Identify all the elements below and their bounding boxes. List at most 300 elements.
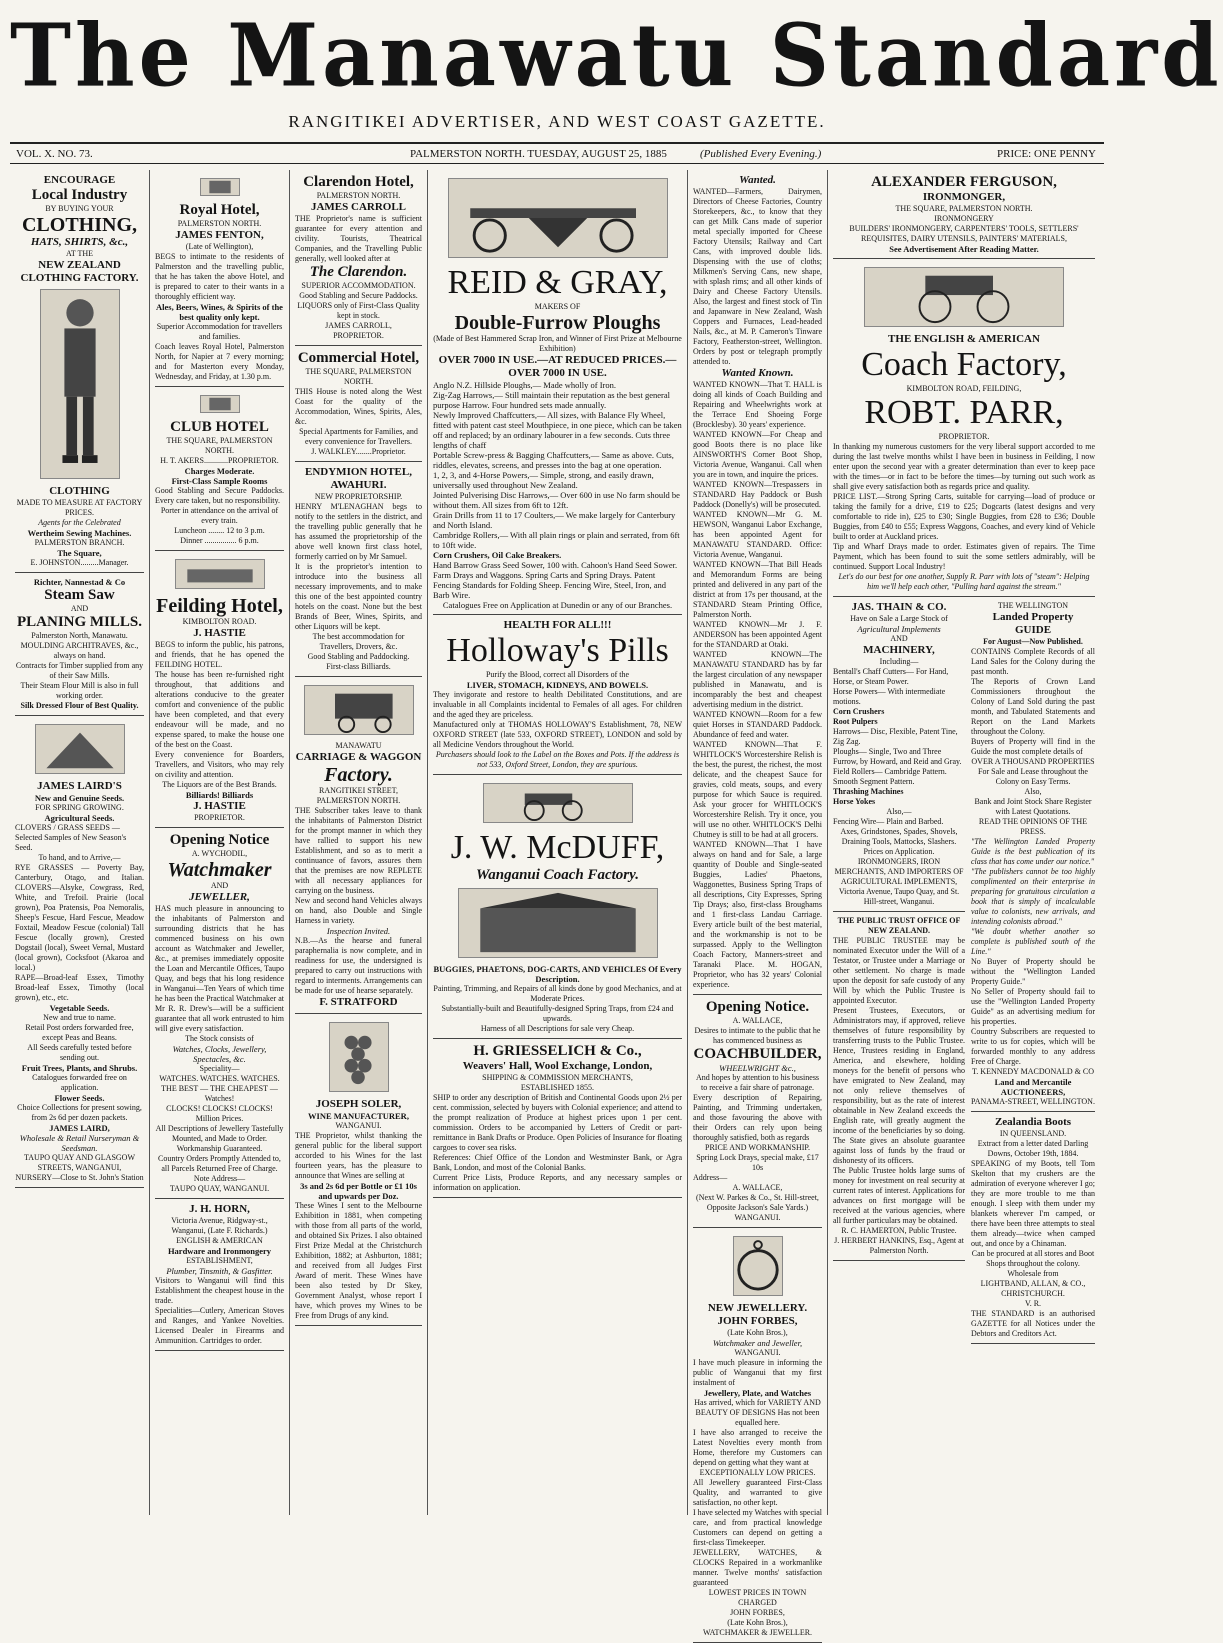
ad-text: The Liquors are of the Best Brands. — [162, 780, 277, 789]
ad-text: JOHN FORBES, — [730, 1608, 785, 1617]
ad-text: The Square, — [57, 548, 102, 558]
ad-text: New and second hand Vehicles always on hand, also Double and Single Harness in variety. — [295, 896, 422, 925]
ad-heading: JOHN FORBES, — [717, 1315, 798, 1327]
ad-text: Hardware and Ironmongery — [167, 1246, 272, 1256]
ad-heading: CLOTHING — [49, 485, 110, 497]
ad-text: Painting, Trimming, and Repairs of all kinds done by good Mechanics, and at Moderate Prices. — [433, 984, 682, 1003]
ad-text: Visitors to Wanganui will find this Establishment the cheapest house in the trade. — [155, 1276, 284, 1305]
ad-text: Country Subscribers are requested to write to us for copies, which will be forwarded monthly to any address Free of Charge. — [971, 1027, 1095, 1066]
ad-text: Agricultural Seeds. — [44, 813, 115, 823]
ad-text: Harness of all Descriptions for sale very Cheap. — [480, 1024, 635, 1033]
ad-heading: JOSEPH SOLER, — [315, 1098, 402, 1110]
ad-text: SUPERIOR ACCOMMODATION. — [301, 281, 416, 290]
ad-text: Watchmaker and Jeweller, — [712, 1338, 803, 1348]
ad-heading: ENDYMION HOTEL, AWAHURI. — [305, 466, 412, 491]
ad-heading: H. GRIESSELICH & Co., — [473, 1043, 642, 1059]
ad-heading: NEW JEWELLERY. — [707, 1302, 808, 1314]
ad-text: "The publishers cannot be too highly complimented on their enterprise in preparing for gratuitous circulation a book that is simply of incalculable value to colonists, new arrivals, and intending colonists abroad." — [971, 867, 1095, 926]
coach-factory-ad — [833, 263, 1095, 597]
ad-text: SHIPPING & COMMISSION MERCHANTS, — [482, 1073, 633, 1082]
ad-text: 3s and 2s 6d per Bottle or £1 10s and upwards per Doz. — [300, 1181, 417, 1201]
ad-text: Country Orders Promptly Attended to, all Parcels Returned Free of Charge. — [158, 1154, 281, 1173]
ad-heading: HEALTH FOR ALL!!! — [503, 619, 612, 631]
ad-heading: Commercial Hotel, — [297, 350, 420, 366]
ad-text: LIQUORS only of First-Class Quality kept in stock. — [297, 301, 420, 320]
ad-heading: Clarendon Hotel, — [303, 174, 414, 190]
ad-text: PALMERSTON BRANCH. — [34, 538, 125, 547]
ad-heading: PLANING MILLS. — [16, 614, 143, 630]
column-2 — [150, 170, 290, 1515]
ad-text: R. C. HAMERTON, Public Trustee. — [841, 1226, 957, 1235]
ad-text: PANAMA-STREET, WELLINGTON. — [971, 1097, 1095, 1106]
ad-text: E. JOHNSTON.........Manager. — [30, 558, 129, 567]
classified-item: WANTED KNOWN—Mr G. M. HEWSON, Wanganui Labor Exchange, has been appointed Agent for MANAWATU STANDARD. Office: Victoria Avenue, Wanganui. — [693, 510, 822, 559]
ad-text: THIS House is noted along the West Coast for the quality of the Accommodation, Wines, Spirits, Ales, &c. — [295, 387, 422, 426]
endymion-hotel-ad — [295, 466, 422, 677]
ad-text: Catalogues Free on Application at Dunedin or any of our Branches. — [442, 600, 673, 610]
ad-text: BY BUYING YOUR — [45, 204, 114, 213]
ad-heading: J. W. McDUFF, — [450, 829, 665, 866]
ad-text: BUILDERS' IRONMONGERY, CARPENTERS' TOOLS, SETTLERS' REQUISITES, DAIRY UTENSILS, PAINTERS' MATERIALS, — [849, 224, 1079, 243]
ad-text: Address— — [693, 1173, 728, 1182]
ad-text: Fencing Wire— Plain and Barbed. — [833, 817, 944, 826]
ad-text: IRONMONGERS, IRON MERCHANTS, AND IMPORTERS OF — [834, 857, 964, 876]
ad-text: Anglo N.Z. Hillside Ploughs,— Made wholly of Iron. — [433, 380, 616, 390]
ad-text: Prices on Application. — [863, 847, 935, 856]
ad-text: 1, 2, 3, and 4-Horse Powers,— Simple, strong, and easily drawn, universally used throughout New Zealand. — [433, 470, 654, 490]
ad-text: AT THE — [65, 249, 94, 258]
ad-text: A. WALLACE, — [732, 1183, 783, 1192]
ad-text: RYE GRASSES — Poverty Bay, Canterbury, Otago, and Italian. CLOVERS—Alsyke, Cowgrass, Red, White, and Trefoil. Prairie (local grown), Poa Pratensis, Poa Nemoralis, Sheep's Fescue, Hard Fescue, Meadow Foxtail, Meadow Fescue (colonial) Tall Fescue (locally grown), Crested Dogstail (local), Sweet Vernal, Mustard (local grown), Cocksfoot (Akaroa and local.) — [15, 863, 144, 972]
publication-frequency: (Published Every Evening.) — [700, 148, 822, 160]
ad-text: JAMES CARROLL, — [325, 321, 392, 330]
classified-item: WANTED KNOWN—That T. HALL is doing all kinds of Coach Building and Repairing and Wheelwrights work at the Terrace End Shoeing Forge (Brocklesby). 30 years' experience. — [693, 380, 822, 429]
ad-text: CLOVERS / GRASS SEEDS — Selected Samples of New Season's Seed. — [15, 823, 127, 852]
ad-text: LIVER, STOMACH, KIDNEYS, AND BOWELS. — [466, 680, 649, 690]
ad-text: CONTAINS Complete Records of all Land Sales for the Colony during the past month. — [971, 647, 1095, 676]
ad-heading: Coach Factory, — [861, 346, 1067, 383]
ad-text: Contracts for Timber supplied from any of their Saw Mills. — [15, 661, 144, 680]
column-1 — [10, 170, 150, 1515]
ad-text: THE SQUARE, PALMERSTON NORTH. — [895, 204, 1033, 213]
ad-text: Hand Barrow Grass Seed Sower, 100 with. Cahoon's Hand Seed Sower. Farm Drays and Waggons. Spring Carts and Spring Drays. Patent Fencing Standards for Folding Sheep. Fencing Wire, Steel, Iron, and Barb Wire. — [433, 560, 678, 600]
ad-heading: COACHBUILDER, — [693, 1046, 822, 1062]
holloway-ad — [433, 619, 682, 775]
ad-text: "We doubt whether another so complete is published south of the Line." — [971, 927, 1095, 956]
ad-text: AND — [890, 634, 908, 643]
ad-text: (Late of Wellington), — [185, 242, 254, 251]
ad-text: Horse Yokes — [833, 797, 876, 806]
hearse-illustration — [304, 685, 414, 735]
ad-text: Portable Screw-press & Bagging Chaffcutters,— Same as above. Cuts, riddles, elevates, screens, and presses into the bag at one operation. — [433, 450, 674, 470]
ad-text: WANGANUI. — [734, 1348, 781, 1357]
ad-text: Workmanship Guaranteed. — [176, 1144, 263, 1153]
ad-heading: Opening Notice — [169, 832, 270, 848]
ad-text: LIGHTBAND, ALLAN, & CO., CHRISTCHURCH. — [980, 1279, 1086, 1298]
ad-text: Harrows— Disc, Flexible, Patent Tine, Zig Zag. — [833, 727, 958, 746]
ad-text: FOR SPRING GROWING. — [35, 803, 124, 812]
ad-text: OVER 7000 IN USE.—AT REDUCED PRICES.—OVER 7000 IN USE. — [438, 354, 677, 379]
ad-text: All Descriptions of Jewellery Tastefully Mounted, and Made to Order. — [155, 1124, 284, 1143]
ad-text: Billiards! Billiards — [185, 790, 254, 800]
ad-text: Buyers of Property will find in the Guide the most complete details of — [971, 737, 1095, 756]
newspaper-title: The Manawatu Standard — [10, 5, 1223, 107]
ad-text: PALMERSTON NORTH. — [316, 191, 401, 200]
ad-text: LOWEST PRICES IN TOWN CHARGED — [708, 1588, 807, 1607]
ad-text: Note Address— — [193, 1174, 246, 1183]
ad-text: Victoria Avenue, Taupo Quay, and St. Hill-street, Wanganui. — [838, 887, 960, 906]
ad-text: See Advertisement After Reading Matter. — [889, 244, 1039, 254]
grapes-illustration — [329, 1022, 389, 1092]
ad-text: V. R. — [1024, 1299, 1042, 1308]
ad-heading: GUIDE — [1014, 624, 1052, 636]
ad-text: Watches, Clocks, Jewellery, Spectacles, &c. — [172, 1044, 267, 1064]
ad-heading: Double-Furrow Ploughs — [454, 312, 661, 334]
ad-text: The house has been re-furnished right throughout, that additions and alterations conducive to the greater comfort and convenience of the public have been completed, and that every endeavour will be made, and no expense spared, to make the house one of the best on the Coast. — [155, 670, 284, 749]
column-4 — [428, 170, 688, 1515]
newspaper-subtitle: RANGITIKEI ADVERTISER, AND WEST COAST GAZETTE. — [288, 112, 826, 131]
ad-heading: Factory. — [324, 764, 393, 786]
classified-item: WANTED KNOWN—The MANAWATU STANDARD has by far the largest circulation of any newspaper published in Manawatu, and is incomparably the best and cheapest advertising medium in the district. — [693, 650, 822, 709]
club-hotel-ad — [155, 391, 284, 551]
ad-text: Good Stabling and Paddocking. — [307, 652, 410, 661]
ad-text: Zig-Zag Harrows,— Still maintain their reputation as the best general purpose Harrow. Four hundred sets made annually. — [433, 390, 670, 410]
ad-text: Good Stabling and Secure Paddocks. Every care taken, but no responsibility. — [155, 486, 284, 505]
ad-text: WHEELWRIGHT &c., — [719, 1063, 796, 1073]
crest-illustration — [200, 395, 240, 413]
ad-text: ESTABLISHMENT, — [186, 1256, 253, 1265]
ad-text: (Next W. Parkes & Co., St. Hill-street, Opposite Jackson's Sale Yards.) — [696, 1193, 819, 1212]
ad-text: (Late Kohn Bros.), — [727, 1328, 788, 1337]
ferguson-ad — [833, 174, 1095, 259]
ad-heading: JAS. THAIN & CO. — [851, 601, 947, 613]
sawmill-ad — [15, 577, 144, 716]
ad-text: CLOCKS! CLOCKS! CLOCKS! Million Prices. — [166, 1104, 273, 1123]
ad-text: NEW ZEALAND — [38, 259, 121, 271]
ad-text: First-Class Sample Rooms — [171, 476, 268, 486]
col6-right — [971, 601, 1095, 1348]
ad-text: "The Wellington Landed Property Guide is the best publication of its class that has come under our notice." — [971, 837, 1095, 866]
ad-text: IRONMONGERY — [934, 214, 994, 223]
ad-heading: The Clarendon. — [309, 264, 408, 280]
ad-text: Charges Moderate. — [184, 466, 255, 476]
ad-text: SHIP to order any description of British and Continental Goods upon 2½ per cent. commission, selected by buyers with Colonial experience; and attend to the prompt realization of Produce at highest prices upon 1 per cent. commission. Orders to be accompanied by Letters of Credit or part-remittance in Bank Drafts or Produce. Open Policies of Insurance for floating cargoes to cover sea risks. — [433, 1093, 682, 1152]
ad-text: ESTABLISHED 1855. — [520, 1083, 595, 1092]
ad-text: (Late Kohn Bros.), — [727, 1618, 788, 1627]
ad-text: MAKERS OF — [534, 302, 581, 311]
ad-text: MANAWATU — [335, 741, 382, 750]
ad-text: Ploughs— Single, Two and Three Furrow, by Howard, and Reid and Gray. — [833, 747, 962, 766]
ad-text: THE BEST — THE CHEAPEST — Watches! — [161, 1084, 278, 1103]
ad-text: I have much pleasure in informing the public of Wanganui that my first instalment of — [693, 1358, 822, 1387]
plough-illustration — [448, 178, 668, 258]
ad-text: KIMBOLTON ROAD. — [182, 617, 257, 626]
ad-text: TAUPO QUAY AND GLASGOW STREETS, WANGANUI, — [24, 1153, 135, 1172]
ad-text: Land and Mercantile — [994, 1077, 1072, 1087]
ad-text: A. WYCHODIL, — [191, 849, 248, 858]
ad-text: The Public Trustee holds large sums of money for investment on real security at current rates of interest. Applications for advances on first mortgage will be received at the various agencies, where all further particulars may be obtained. — [833, 1166, 965, 1225]
price: PRICE: ONE PENNY — [996, 148, 1096, 160]
ad-text: TAUPO QUAY, WANGANUI. — [169, 1184, 270, 1193]
ad-text: Porter in attendance on the arrival of every train. — [160, 506, 279, 525]
carriage-factory-ad — [295, 681, 422, 1014]
volume-number: VOL. X. NO. 73. — [16, 148, 93, 160]
ad-text: These Wines I sent to the Melbourne Exhibition in 1881, when competing with those from all parts of the world, and obtained Six Prizes. I also obtained First Prize Medal at the Christchurch Exhibition, 1882; at Ashburton, 1881; and received from all Judges First Award of merit. These Wines have been also tested by Dr Skey, Government Analyst, whose report I have, which proves my Wines to be Free from Drugs of any kind. — [295, 1201, 422, 1320]
ad-text: Current Price Lists, Produce Reports, and any necessary samples or information on application. — [433, 1173, 682, 1192]
ad-text: I have also arranged to receive the Latest Novelties every month from Home, therefore my Customers can depend on getting what they want at — [693, 1428, 822, 1467]
ad-text: AUCTIONEERS, — [1000, 1087, 1066, 1097]
ad-text: No Buyer of Property should be without the "Wellington Landed Property Guide." — [971, 957, 1095, 986]
ad-heading: J. HASTIE — [193, 627, 246, 639]
ad-text: References: Chief Office of the London and Westminster Bank, or Agra Bank, London, and most of the Colonial Banks. — [433, 1153, 682, 1172]
dateline — [10, 142, 1104, 164]
landed-property-ad — [971, 601, 1095, 1112]
ad-text: Newly Improved Chaffcutters,— All sizes, with Balance Fly Wheel, fitted with patent cast steel Mouthpiece, in one piece, which can be taken off and replaced; by an ordinary labourer in a few seconds. Cuts three lengths of chaff — [433, 410, 682, 450]
ad-text: EXCEPTIONALLY LOW PRICES. — [699, 1468, 816, 1477]
classified-item: WANTED KNOWN—Trespassers in STANDARD Hay Paddock or Bush Paddock (Donelly's) will be prosecuted. — [693, 480, 822, 509]
ad-text: Speciality— — [199, 1064, 240, 1073]
ad-text: Manufactured only at THOMAS HOLLOWAY'S Establishment, 78, NEW OXFORD STREET (late 533, OXFORD STREET), LONDON and sold by all Medicine Vendors throughout the World. — [433, 720, 682, 749]
ad-text: New and true to name. — [43, 1013, 116, 1022]
ad-text: AND — [210, 881, 229, 890]
ad-text: Substantially-built and Beautifully-designed Spring Traps, from £24 and upwards. — [441, 1004, 674, 1023]
ad-text: (Made of Best Hammered Scrap Iron, and Winner of First Prize at Melbourne Exhibition) — [433, 334, 682, 353]
ad-heading: THE PUBLIC TRUST OFFICE OF NEW ZEALAND. — [837, 916, 961, 935]
ad-text: ENCOURAGE — [43, 174, 116, 186]
ad-text: Thrashing Machines — [833, 787, 904, 796]
ad-text: A. WALLACE, — [732, 1016, 783, 1025]
ad-text: PALMERSTON NORTH. — [177, 219, 262, 228]
ad-text: PROPRIETOR. — [938, 432, 990, 441]
column-6 — [828, 170, 1100, 1515]
ad-text: Desires to intimate to the public that he has commenced business as — [694, 1026, 821, 1045]
ad-text: READ THE OPINIONS OF THE PRESS. — [978, 817, 1088, 836]
ad-text: Extract from a letter dated Darling Downs, October 19th, 1884. — [977, 1139, 1089, 1158]
ad-heading: F. STRATFORD — [319, 996, 398, 1008]
mcduff-ad — [433, 779, 682, 1039]
ad-heading: Royal Hotel, — [179, 202, 260, 218]
ad-text: Fruit Trees, Plants, and Shrubs. — [21, 1063, 138, 1073]
ad-text: J. WALKLEY........Proprietor. — [311, 447, 406, 456]
ad-heading: ALEXANDER FERGUSON, — [871, 174, 1057, 190]
ad-text: Dinner ................ 6 p.m. — [180, 536, 259, 545]
zealandia-boots-ad — [971, 1116, 1095, 1344]
ad-text: THE SQUARE, PALMERSTON NORTH. — [166, 436, 273, 455]
ad-text: Wertheim Sewing Machines. — [27, 528, 132, 538]
ad-heading: Landed Property — [992, 611, 1074, 623]
ad-heading: Zealandia Boots — [994, 1116, 1072, 1128]
ad-heading: CARRIAGE & WAGGON — [295, 751, 422, 763]
ad-text: BUGGIES, PHAETONS, DOG-CARTS, AND VEHICLES Of Every Description. — [433, 964, 682, 984]
ad-text: Plumber, Tinsmith, & Gasfitter. — [166, 1266, 273, 1276]
ad-text: Superior Accommodation for travellers and families. — [156, 322, 283, 341]
ad-heading: Holloway's Pills — [446, 632, 669, 669]
ad-text: ENGLISH & AMERICAN — [176, 1236, 263, 1245]
pocket-watch-illustration — [733, 1236, 783, 1296]
ad-heading: JAMES FENTON, — [175, 229, 264, 241]
ad-text: BEGS to inform the public, his patrons, and friends, that he has opened the FEILDING HOTEL. — [155, 640, 284, 669]
seeds-ad — [15, 720, 144, 1188]
ad-heading: Steam Saw — [44, 587, 115, 603]
ad-text: T. KENNEDY MACDONALD & CO — [972, 1067, 1094, 1076]
column-3 — [290, 170, 428, 1515]
ad-text: JAMES LAIRD, — [49, 1123, 110, 1133]
ad-text: THE Subscriber takes leave to thank the inhabitants of Palmerston District for the prompt manner in which they have rallied to support his new Establishment, and so as to merit a continuance of favors, assures them that the premises are now REPLETE with all necessary appliances for carrying on the business. — [295, 806, 422, 895]
ad-text: Specialities—Cutlery, American Stoves and Ranges, and Yankee Novelties. Licensed Dealer in Firearms and Ammunition. Cartridges to order. — [155, 1306, 284, 1345]
ad-text: AND — [70, 604, 89, 613]
place-date: PALMERSTON NORTH. TUESDAY, AUGUST 25, 1885 — [410, 148, 667, 160]
ad-text: And hopes by attention to his business to receive a fair share of patronage. — [695, 1073, 820, 1092]
carriage-illustration — [864, 267, 1064, 327]
reid-gray-ad — [433, 174, 682, 615]
ad-text: Jointed Pulverising Disc Harrows,— Over 600 in use No farm should be without them. All sizes from 6ft to 12ft. — [433, 490, 680, 510]
classified-item: WANTED KNOWN—That I have always on hand and for Sale, a large quantity of Double and Single-seated Buggies, Ladies' Phaetons, Waggonettes, Business Spring Traps of all descriptions, City Expresses, Spring Tip Drays; also, first-class Broughams and 1 first-class Landau Carriage. Every article built of the best material, and the workmanship is not to be surpassed. Apply to the Wellington Coach Factory, Manners-street and Taranaki Place. M. HOGAN, Proprietor, who has 32 years' Colonial experience. — [693, 840, 822, 989]
col6-left — [833, 601, 965, 1348]
ad-heading: IRONMONGER, — [922, 191, 1006, 203]
ad-text: PROPRIETOR. — [333, 331, 384, 340]
ad-text: THE STANDARD is an authorised GAZETTE for all Notices under the Debtors and Creditors Act. — [971, 1309, 1095, 1338]
ad-text: Present Trustees, Executors, or Administrators may, if approved, relieve themselves of future responsibility by transferring trusts to the Public Trustee. Hence, Trustees residing in England, America, and elsewhere, holding moneys for the benefit of persons who have emigrated to New Zealand, may not only relieve themselves of responsibility, but as the rate of interest obtainable in New Zealand exceeds the English rate, will greatly augment the income of the beneficiaries by so doing. The State gives an absolute guarantee against loss of funds by the fraud or dishonesty of its officers. — [833, 1006, 965, 1165]
ad-text: OVER A THOUSAND PROPERTIES For Sale and Lease throughout the Colony on Easy Terms. — [971, 757, 1095, 786]
ad-text: WANGANUI. — [734, 1213, 781, 1222]
ad-text: The Reports of Crown Land Commissioners throughout the Colony of Land Sold during the past month, and Tabulated Statements and Report on the Land Markets throughout the Colony. — [971, 677, 1095, 736]
clarendon-hotel-ad — [295, 174, 422, 346]
commercial-hotel-ad — [295, 350, 422, 462]
ad-text: WANGANUI. — [335, 1121, 382, 1130]
ad-text: PRICE LIST.—Strong Spring Carts, suitable for carrying—load of produce or taking the family for a drive, £19 to £25; Dogcarts (latest designs and very comfortable to ride in), £25 to £30; Single Buggies, from £28 to £36; Double Buggies, from £40 to £55; Express Waggons, Coaches, and every kind of Vehicle built to order at Auckland prices. — [833, 492, 1095, 541]
ad-text: Victoria Avenue, Ridgway-st., Wanganui, (Late F. Richards.) — [171, 1216, 268, 1235]
ad-text: Agents for the Celebrated — [38, 518, 121, 527]
ad-text: THE Proprietor's name is sufficient guarantee for every attention and civility. Tourists, Theatrical Companies, and the Travelling Public generally, well looked after at — [295, 214, 422, 263]
ad-text: Axes, Grindstones, Spades, Shovels, Draining Tools, Mattocks, Slashers. — [840, 827, 958, 846]
ad-text: Inspection Invited. — [326, 926, 391, 936]
ad-text: SPEAKING of my Boots, tell Tom Skelton that my crushers are the admiration of everyone wherever I go; they are more trouble to me than enough. I sleep with them under my blankets wherever I'm camped, or there have been three attempts to steal them already—twice when camped out, and once by a Chinaman. — [971, 1159, 1095, 1248]
ad-heading: THE ENGLISH & AMERICAN — [888, 333, 1040, 345]
classified-item: WANTED KNOWN—That F. WHITLOCK'S Worcestershire Relish is the best, the purest, the richest, the most delicate, and the cheapest Sauce for gravies, cold meats, soups, and every purpose for which Sauce is required. Ask your grocer for WHITLOCK'S Worcestershire Relish. Try it once, you will use no other. WHITLOCK'S Delhi Chutney is still to be had at all grocers. — [693, 740, 822, 839]
classified-item: WANTED—Farmers, Dairymen, Directors of Cheese Factories, Country Storekeepers, &c., to know that they can get Milk Cans made of superior metal specially imported for Cheese Factory Utensils; Railway and Cart Cans, with improved double lids. Dispensing with the use of cloths; Milkmen's Serving Cans, new shape, with splash rims; and all other kinds of Dairy and Cheese Factory Utensils. Also, the largest and finest stock of Tin and Japanware in New Zealand, Wash Coppers and Furnaces, Lead-headed Nails, &c., at M. P. Cameron's Tinware Factory, Featherston-street, Wellington. Orders by post or telegraph promptly attended to. — [693, 187, 822, 366]
ad-text: Jewellery, Plate, and Watches — [703, 1388, 812, 1398]
ad-text: Silk Dressed Flour of Best Quality. — [20, 701, 139, 710]
buggy-illustration — [483, 783, 633, 823]
feilding-hotel-ad — [155, 555, 284, 828]
boy-illustration — [40, 289, 120, 479]
ad-text: Corn Crushers — [833, 707, 885, 716]
ad-text: Let's do our best for one another, Supply R. Parr with lots of "steam": Helping him we'll help each other, "Pulling hard against the stream." — [838, 572, 1090, 591]
jewellery-ad — [693, 1232, 822, 1643]
thain-ad — [833, 601, 965, 912]
ad-text: IN QUEENSLAND. — [999, 1129, 1067, 1138]
ad-text: Can be procured at all stores and Boot Shops throughout the colony. Wholesale from — [971, 1249, 1095, 1278]
ad-text: To hand, and to Arrive,— — [38, 853, 121, 862]
ad-text: Also,— — [886, 807, 912, 816]
ad-text: HENRY M'LENAGHAN begs to notify to the settlers in the district, and the travelling public generally that he has assumed the proprietorship of the above well known first class hotel, formerly carried on by Mr Samuel. — [295, 502, 422, 561]
ad-heading: Wanganui Coach Factory. — [476, 867, 639, 883]
ad-text: AGRICULTURAL IMPLEMENTS, — [840, 877, 958, 886]
ad-text: Bank and Joint Stock Share Register with Latest Quotations. — [974, 797, 1092, 816]
masthead — [0, 0, 1223, 170]
ad-text: BEGS to intimate to the residents of Palmerston and the travelling public, that he has taken the above Hotel, and is prepared to cater to their wants in a thoroughly efficient way. — [155, 252, 284, 301]
ad-text: Including— — [879, 657, 919, 666]
ad-text: Retail Post orders forwarded free, except Peas and Beans. — [25, 1023, 134, 1042]
public-trust-ad — [833, 916, 965, 1261]
ad-text: In thanking my numerous customers for the very liberal support accorded to me during the last twelve months whilst I have been in business in Feilding, I now enter upon the second year with a greater determination than ever to keep pace with the times—or in fact to be before the times—by turning out such work as shall give every satisfaction both as regards price and quality. — [833, 442, 1095, 491]
ad-text: Purchasers should look to the Label on the Boxes and Pots. If the address is not 533, Oxford Street, London, they are spurious. — [435, 750, 680, 769]
ad-text: For August—Now Published. — [983, 637, 1083, 646]
wanted-section — [693, 174, 822, 995]
ad-heading: Richter, Nannestad & Co — [33, 577, 126, 587]
ad-text: Root Pulpers — [833, 717, 878, 726]
ad-text: Wholesale & Retail Nurseryman & Seedsman. — [19, 1133, 140, 1153]
ad-text: Vegetable Seeds. — [49, 1003, 110, 1013]
ad-text: J. HERBERT HANKINS, Esq., Agent at Palmerston North. — [834, 1236, 964, 1255]
ad-text: THE SQUARE, PALMERSTON NORTH. — [305, 367, 412, 386]
ad-text: Luncheon ........ 12 to 3 p.m. — [174, 526, 265, 535]
ad-text: KIMBOLTON ROAD, FEILDING, — [906, 384, 1022, 393]
classified-item: WANTED KNOWN—Mr J. F. ANDERSON has been appointed Agent for the STANDARD at Otaki. — [693, 620, 822, 649]
ad-heading: J. H. HORN, — [189, 1203, 250, 1215]
ad-text: RANGITIKEI STREET, PALMERSTON NORTH. — [316, 786, 401, 805]
ad-text: I have selected my Watches with special care, and from practical knowledge Customers can depend on getting a first-class Timekeeper. — [693, 1508, 822, 1547]
ad-text: Weavers' Hall, Wool Exchange, London, — [462, 1060, 653, 1072]
ad-text: It is the proprietor's intention to introduce into the business all necessary improvements, and to make this one of the best appointed country hotels on the coast. None but the best Brands of Beer, Wines, Spirits, and other Liquors will be kept. — [295, 562, 422, 631]
ad-text: Coach leaves Royal Hotel, Palmerston North, for Napier at 7 every morning; and for Masterton every Monday, Wednesday, and Friday, at 1.30 p.m. — [155, 342, 284, 381]
ad-text: Has arrived, which for VARIETY AND BEAUTY OF DESIGNS Has not been equalled here. — [694, 1398, 821, 1427]
ad-text: Their Steam Flour Mill is also in full working order. — [20, 681, 139, 700]
ad-text: RAPE—Broad-leaf Essex, Timothy Broad-leaf Essex, Timothy (local grown), etc., etc. — [15, 973, 144, 1002]
ad-text: Bentall's Chaff Cutters— For Hand, Horse, or Steam Power. — [833, 667, 949, 686]
ad-text: PRICE AND WORKMANSHIP. — [705, 1143, 810, 1152]
ad-heading: CLOTHING, — [21, 214, 138, 236]
crest-illustration — [200, 178, 240, 196]
ad-text: They invigorate and restore to health Debilitated Constitutions, and are invaluable in all Complaints incidental to Females of all ages. For children and the aged they are priceless. — [433, 690, 682, 719]
ad-text: No Seller of Property should fail to use the "Wellington Landed Property Guide" as an advertising medium for his properties. — [971, 987, 1095, 1026]
ad-text: HAS much pleasure in announcing to the inhabitants of Palmerston and surrounding districts that he has commenced business on his own account as Watchmaker and Jeweller, &c., at premises immediately opposite the Loan and Mercantile Offices, Taupo Quay, and begs that his long residence in Wanganui—Ten Years of which time he has been the Practical Watchmaker at Mr R. R. Drew's—will be a sufficient guarantee that all work entrusted to him will give every satisfaction. — [155, 904, 284, 1033]
classified-item: WANTED KNOWN—For Cheap and good Boots there is no place like AINSWORTH'S Corner Boot Shop, Victoria Avenue, Wanganui. Call when you are in town, and inquire the prices. — [693, 430, 822, 479]
watchmaker-ad — [155, 832, 284, 1199]
ad-text: WATCHMAKER & JEWELLER. — [702, 1628, 813, 1637]
ad-text: PROPRIETOR. — [194, 813, 245, 822]
ad-text: Also, — [1024, 787, 1042, 796]
factory-illustration — [458, 888, 658, 958]
ad-heading: JEWELLER, — [189, 891, 250, 903]
ad-text: All Jewellery guaranteed First-Class Quality, and warranted to give satisfaction, no other kept. — [693, 1478, 822, 1507]
ad-text: HATS, SHIRTS, &c., — [30, 236, 129, 248]
wine-ad — [295, 1018, 422, 1326]
ad-heading: CLUB HOTEL — [170, 419, 269, 435]
ad-text: Special Apartments for Families, and every convenience for Travellers. — [299, 427, 418, 446]
ad-text: Cambridge Rollers,— With all plain rings or plain and serrated, from 6ft to 10ft wide. — [433, 530, 680, 550]
col6-split — [833, 601, 1095, 1348]
ad-text: NURSERY—Close to St. John's Station — [15, 1173, 144, 1182]
ad-heading: REID & GRAY, — [447, 264, 668, 301]
classified-item: WANTED KNOWN—That Bill Heads and Memorandum Forms are being printed and delivered in any part of the district at from 17s per thousand, at the STANDARD Steam Printing Office, Palmerston North. — [693, 560, 822, 619]
billiards-illustration — [175, 559, 265, 589]
ad-heading: Feilding Hotel, — [156, 595, 283, 617]
ad-text: First-class Billiards. — [326, 662, 391, 671]
ad-text: Choice Collections for present sowing, from 2s 6d per dozen packets. — [17, 1103, 142, 1122]
ad-text: The best accommodation for Travellers, Drovers, &c. — [312, 632, 405, 651]
ad-text: Agricultural Implements — [857, 624, 941, 634]
ad-text: Field Rollers— Cambridge Pattern. Smooth Segment Pattern. — [833, 767, 947, 786]
ad-text: Horse Powers— With intermediate motions. — [833, 687, 946, 706]
ad-text: All Seeds carefully tested before sending out. — [27, 1043, 132, 1062]
ad-text: Every convenience for Boarders, Travellers, and Visitors, who may rely on civility and attention. — [155, 750, 284, 779]
ad-text: THE WELLINGTON — [997, 601, 1069, 610]
ad-text: WATCHES. WATCHES. WATCHES. — [159, 1074, 280, 1083]
ad-text: MADE TO MEASURE AT FACTORY PRICES. — [16, 498, 143, 517]
ad-heading: Watchmaker — [167, 859, 272, 881]
tools-illustration — [35, 724, 125, 774]
